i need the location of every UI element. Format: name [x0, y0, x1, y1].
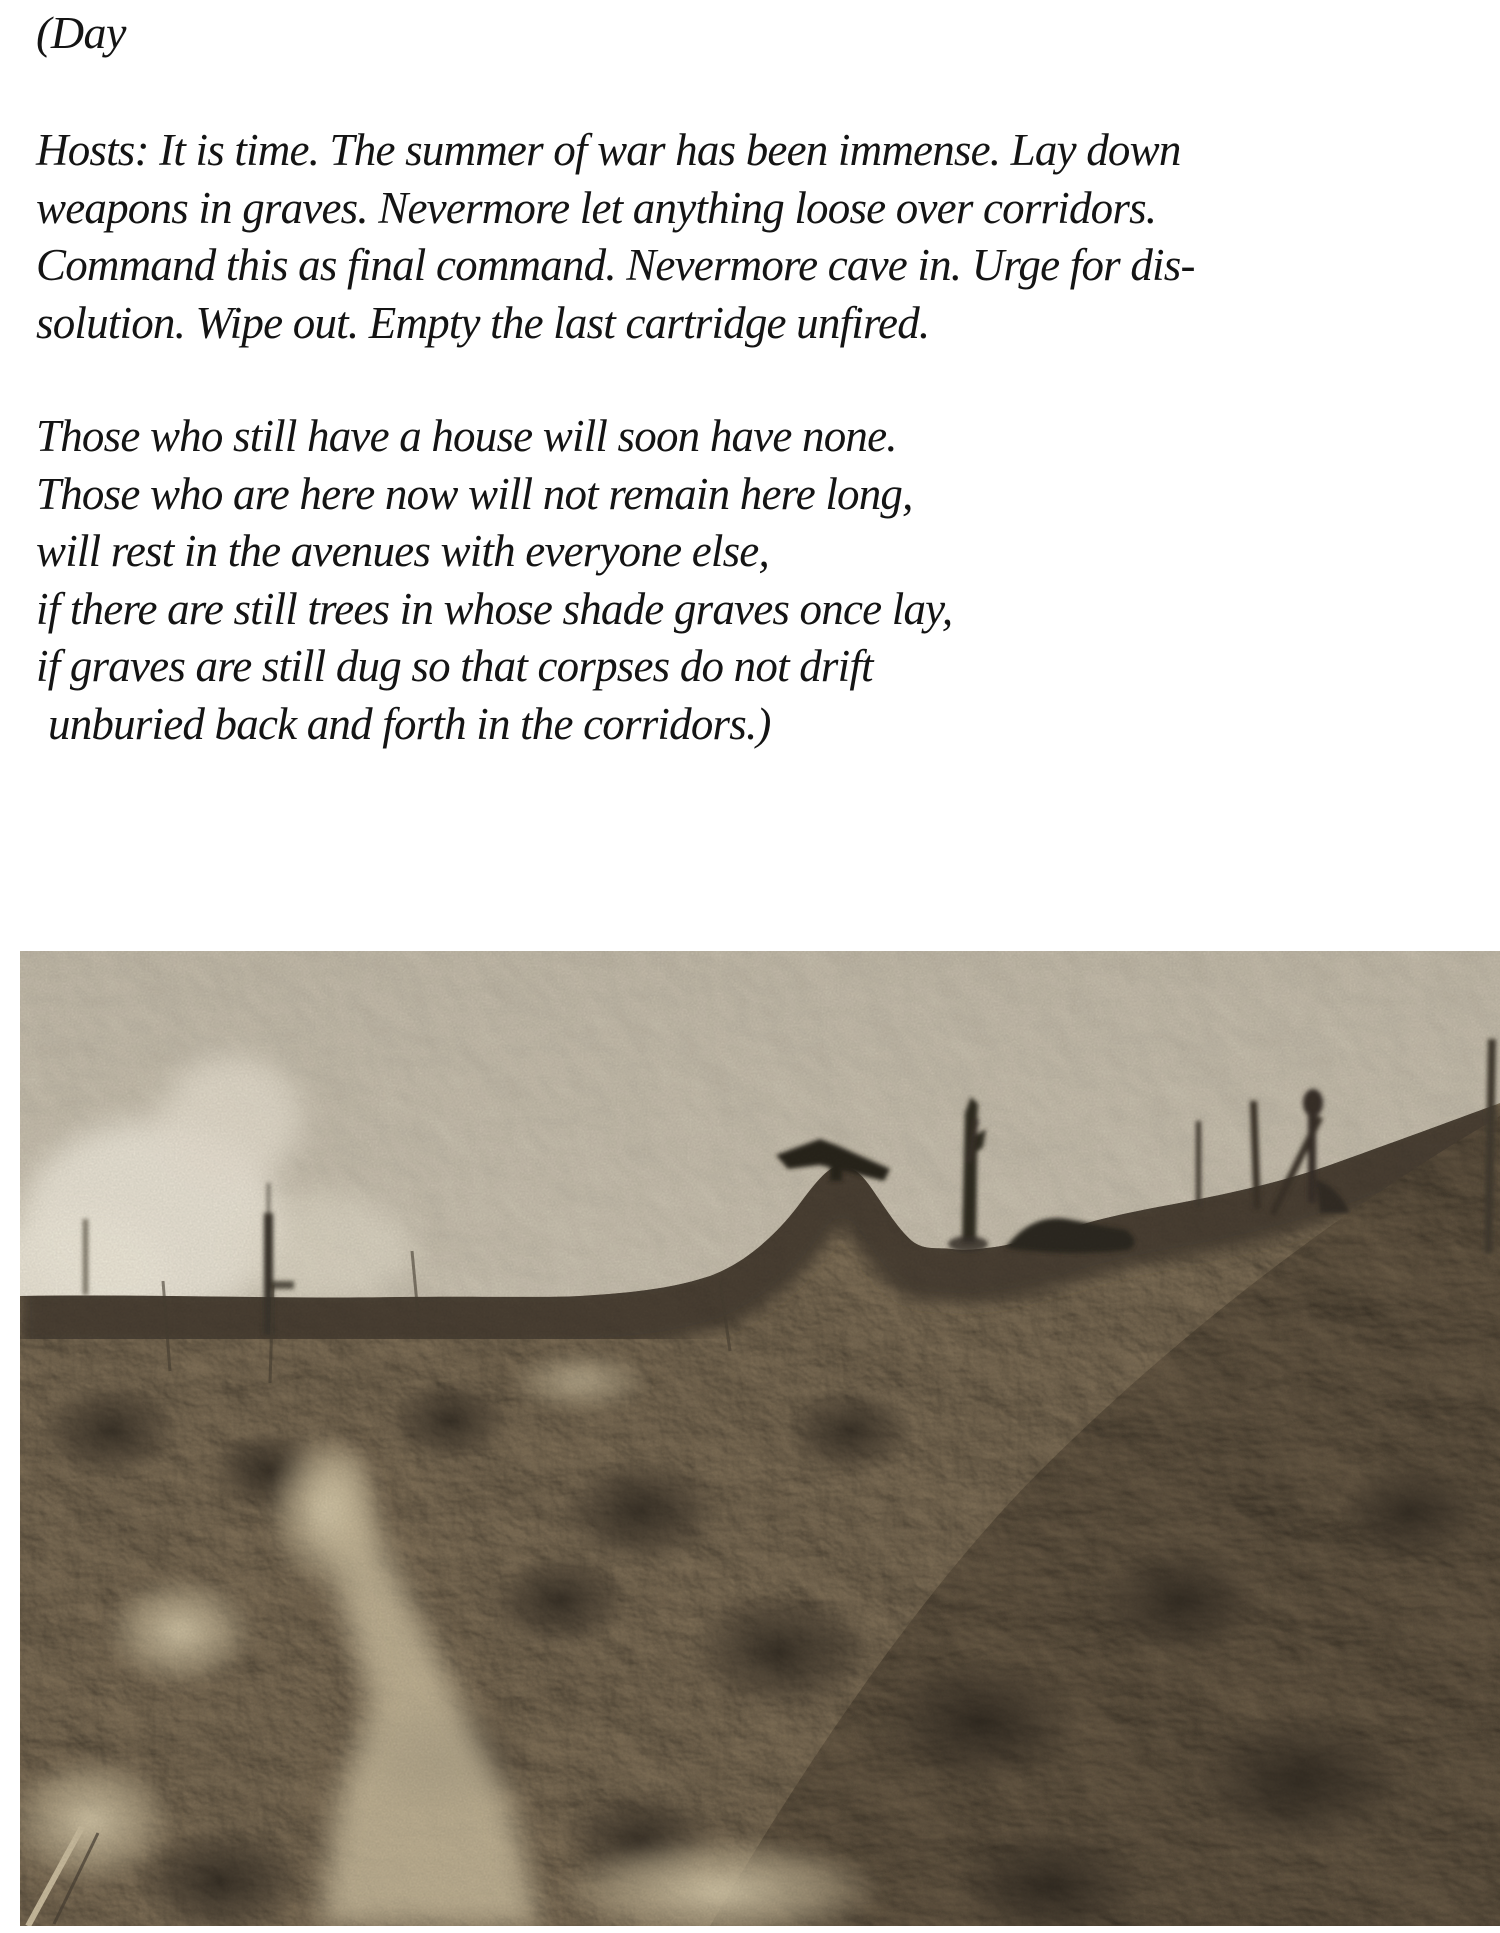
poem-line: weapons in graves. Nevermore let anything loose over corridors. [36, 182, 1157, 233]
poem-line: Hosts: It is time. The summer of war has been immense. Lay down [36, 125, 1181, 175]
stanza-one [36, 122, 1500, 352]
poem-line: unburied back and forth in the corridors.) [48, 698, 771, 749]
battlefield-photo [20, 951, 1500, 1926]
book-page [0, 4, 1500, 1933]
poem-line: Those who are here now will not remain here long, [36, 468, 913, 519]
poem-line: if there are still trees in whose shade graves once lay, [36, 583, 953, 634]
poem-line: will rest in the avenues with everyone else, [36, 526, 769, 576]
poem-line: Those who still have a house will soon have none. [36, 411, 897, 461]
poem-line: Command this as final command. Nevermore cave in. Urge for dis- [36, 240, 1195, 290]
page-title: (Day [36, 7, 126, 58]
photo-grain [20, 951, 1500, 1926]
stanza-two [36, 408, 1500, 753]
battlefield-photo-art [20, 951, 1500, 1926]
poem-line: if graves are still dug so that corpses do not drift [36, 641, 873, 691]
poem-line: solution. Wipe out. Empty the last cartridge unfired. [36, 297, 930, 348]
